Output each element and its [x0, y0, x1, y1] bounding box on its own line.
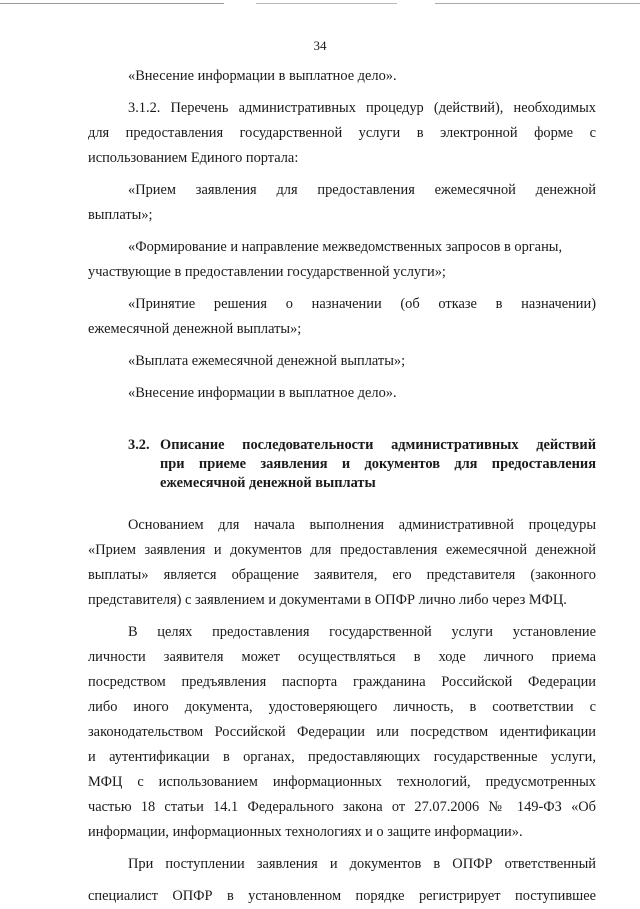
page-number: 34 — [313, 38, 327, 53]
document-body — [88, 64, 596, 909]
text-line: и аутентификации в органах, предоставляющих государственные услуги, — [88, 749, 596, 765]
text-line: специалист ОПФР в установленном порядке регистрирует поступившее — [88, 888, 596, 904]
text-line: «Внесение информации в выплатное дело». — [128, 68, 397, 84]
text-line: 3.1.2. Перечень административных процедур (действий), необходимых — [128, 100, 596, 116]
text-line: выплаты» является обращение заявителя, его представителя (законного — [88, 567, 596, 583]
heading-line: ежемесячной денежной выплаты — [160, 475, 376, 491]
text-line: информации, информационных технологиях и о защите информации». — [88, 824, 523, 840]
text-line: представителя) с заявлением и документами в ОПФР лично либо через МФЦ. — [88, 592, 567, 608]
text-line: ежемесячной денежной выплаты»; — [88, 321, 302, 337]
text-line: Основанием для начала выполнения административной процедуры — [128, 517, 596, 533]
heading-line: Описание последовательности административных действий — [160, 437, 596, 453]
text-line: «Принятие решения о назначении (об отказе в назначении) — [128, 296, 596, 312]
text-line: В целях предоставления государственной услуги установление — [128, 624, 596, 640]
text-line: «Формирование и направление межведомственных запросов в органы, — [128, 239, 563, 255]
text-line: частью 18 статьи 14.1 Федерального закона от 27.07.2006 № 149-ФЗ «Об — [88, 799, 596, 815]
text-line: посредством предъявления паспорта гражданина Российской Федерации — [88, 674, 596, 690]
text-line: «Прием заявления и документов для предоставления ежемесячной денежной — [88, 542, 596, 558]
text-line: для предоставления государственной услуги в электронной форме с — [88, 125, 596, 141]
text-line: «Прием заявления для предоставления ежемесячной денежной — [128, 182, 596, 198]
text-line: личности заявителя может осуществляться в ходе личного приема — [88, 649, 596, 665]
section-number: 3.2. — [128, 437, 150, 453]
scan-top-edge — [0, 3, 640, 4]
section-heading — [88, 436, 596, 493]
text-line: законодательством Российской Федерации или посредством идентификации — [88, 724, 596, 740]
heading-line: при приеме заявления и документов для предоставления — [160, 456, 596, 472]
text-line: МФЦ с использованием информационных технологий, предусмотренных — [88, 774, 596, 790]
text-line: «Выплата ежемесячной денежной выплаты»; — [128, 353, 406, 369]
text-line: «Внесение информации в выплатное дело». — [128, 385, 397, 401]
text-line: использованием Единого портала: — [88, 150, 299, 166]
text-line: выплаты»; — [88, 207, 153, 223]
text-line: либо иного документа, удостоверяющего личность, в соответствии с — [88, 699, 596, 715]
text-line: При поступлении заявления и документов в ОПФР ответственный — [128, 856, 596, 872]
text-line: участвующие в предоставлении государственной услуги»; — [88, 264, 446, 280]
